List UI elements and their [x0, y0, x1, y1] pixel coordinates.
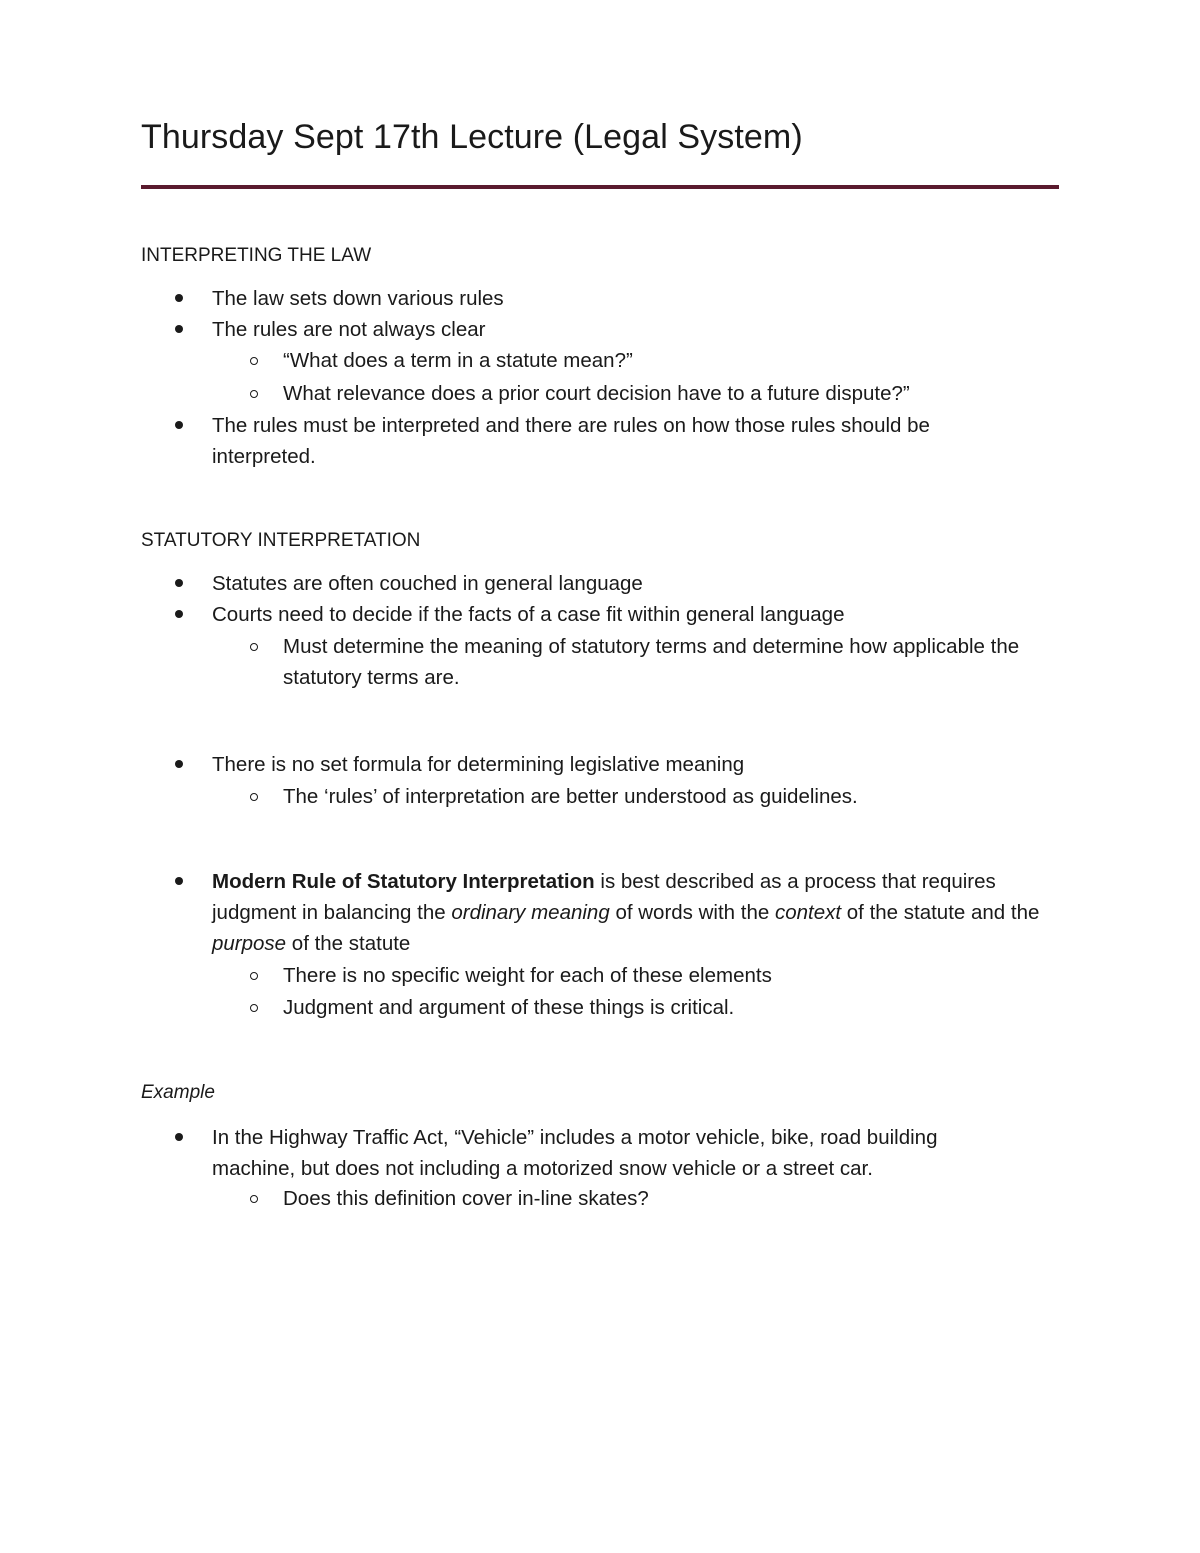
list-item: “What does a term in a statute mean?” — [283, 349, 633, 372]
section-heading-interpreting-the-law: INTERPRETING THE LAW — [141, 245, 372, 266]
title-divider — [141, 185, 1059, 189]
list-item: What relevance does a prior court decision have to a future dispute?” — [283, 382, 910, 405]
page-title: Thursday Sept 17th Lecture (Legal System) — [141, 118, 803, 156]
ordinary-meaning-term: ordinary meaning — [451, 901, 610, 924]
list-item: Judgment and argument of these things is critical. — [283, 996, 735, 1019]
purpose-term: purpose — [212, 932, 287, 955]
sub-bullet-icon — [250, 390, 258, 398]
list-item: Courts need to decide if the facts of a case fit within general language — [212, 603, 845, 626]
list-item: There is no set formula for determining legislative meaning — [212, 753, 745, 776]
sub-bullet-icon — [250, 1195, 258, 1203]
bullet-icon — [175, 421, 183, 429]
bullet-icon — [175, 325, 183, 333]
bullet-icon — [175, 1133, 183, 1141]
bullet-icon — [175, 610, 183, 618]
list-item: Must determine the meaning of statutory terms and determine how applicable the statutory terms are. — [283, 635, 1020, 689]
list-item: In the Highway Traffic Act, “Vehicle” includes a motor vehicle, bike, road building machine, but does not including a motorized snow vehicle or a street car. — [212, 1126, 938, 1180]
sub-bullet-icon — [250, 1004, 258, 1012]
list-item-modern-rule: Modern Rule of Statutory Interpretation is best described as a process that requires judgment in balancing the ordinary meaning of words with the context of the statute and the purpose of the statute — [212, 870, 1040, 955]
modern-rule-term: Modern Rule of Statutory Interpretation — [212, 870, 595, 893]
sub-bullet-icon — [250, 972, 258, 980]
sub-bullet-icon — [250, 793, 258, 801]
bullet-icon — [175, 877, 183, 885]
bullet-icon — [175, 579, 183, 587]
section-heading-example: Example — [141, 1082, 215, 1103]
sub-bullet-icon — [250, 643, 258, 651]
section-heading-statutory-interpretation: STATUTORY INTERPRETATION — [141, 530, 421, 551]
list-item: Statutes are often couched in general language — [212, 572, 643, 595]
bullet-icon — [175, 294, 183, 302]
list-item: The rules are not always clear — [212, 318, 486, 341]
context-term: context — [774, 901, 842, 924]
list-item: The rules must be interpreted and there are rules on how those rules should be interpreted. — [212, 414, 930, 468]
bullet-icon — [175, 760, 183, 768]
list-item: There is no specific weight for each of these elements — [283, 964, 772, 987]
list-item: Does this definition cover in-line skates? — [283, 1187, 649, 1210]
list-item: The law sets down various rules — [212, 287, 504, 310]
list-item: The ‘rules’ of interpretation are better understood as guidelines. — [283, 785, 858, 808]
sub-bullet-icon — [250, 357, 258, 365]
